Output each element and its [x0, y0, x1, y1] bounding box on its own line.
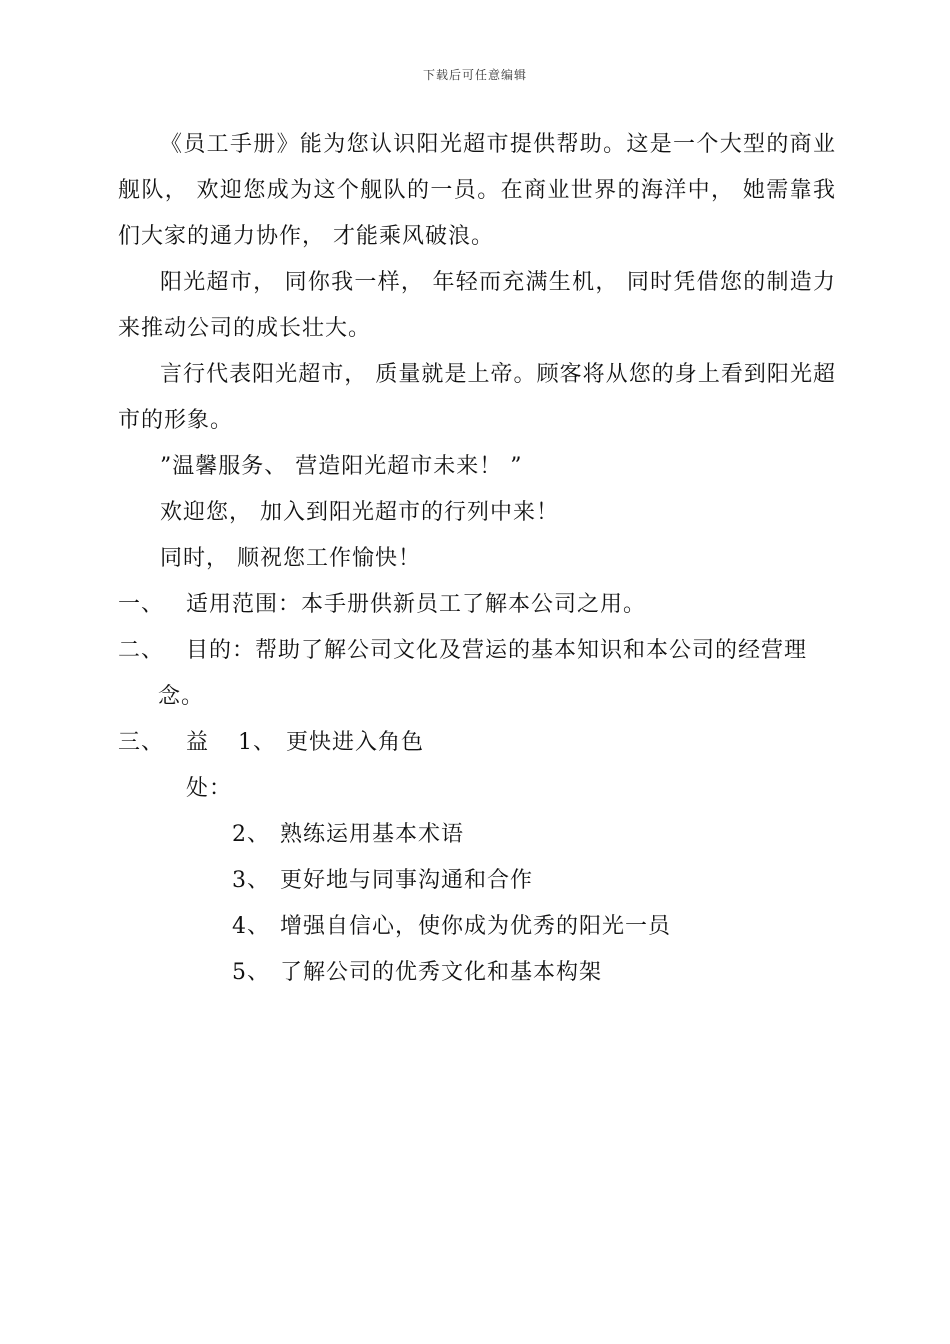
wish-line: 同时， 顺祝您工作愉快！ — [160, 546, 421, 571]
benefit-item — [118, 904, 836, 950]
page-header: 下载后可任意编辑 — [422, 68, 527, 82]
intro-paragraph-1: 《员工手册》能为您认识阳光超市提供帮助。这是一个大型的商业舰队， 欢迎您成为这个舰队的一员。在商业世界的海洋中， 她需靠我们大家的通力协作， 才能乘风破浪。 — [118, 132, 836, 249]
section-benefits — [118, 720, 836, 812]
benefit-text: 更好地与同事沟通和合作 — [280, 868, 534, 893]
section-text: 适用范围：本手册供新员工了解本公司之用。 — [186, 592, 647, 617]
benefit-index: 1、 — [238, 730, 276, 755]
slogan: ”温馨服务、 营造阳光超市未来！ ” — [160, 454, 523, 479]
section-text: 目的：帮助了解公司文化及营运的基本知识和本公司的经营理 — [186, 638, 808, 663]
benefit-text: 熟练运用基本术语 — [280, 822, 465, 847]
benefit-text: 了解公司的优秀文化和基本构架 — [280, 960, 603, 985]
document-body — [118, 122, 836, 996]
benefit-text: 增强自信心，使你成为优秀的阳光一员 — [280, 914, 672, 939]
benefit-item — [118, 950, 836, 996]
benefit-item — [118, 858, 836, 904]
welcome-line: 欢迎您， 加入到阳光超市的行列中来！ — [160, 500, 559, 525]
benefit-text: 更快进入角色 — [286, 730, 425, 755]
section-text-continued: 念。 — [158, 684, 205, 709]
section-purpose — [118, 628, 836, 674]
benefits-label: 益处： — [186, 730, 233, 801]
benefit-index: 3、 — [232, 868, 270, 893]
intro-paragraph-2: 阳光超市， 同你我一样， 年轻而充满生机， 同时凭借您的制造力来推动公司的成长壮大。 — [118, 270, 836, 341]
benefit-index: 5、 — [232, 960, 270, 985]
section-scope — [118, 582, 836, 628]
section-number: 二、 — [118, 638, 165, 663]
benefit-index: 2、 — [232, 822, 270, 847]
section-number: 一、 — [118, 592, 165, 617]
section-number: 三、 — [118, 730, 165, 755]
benefit-item — [118, 812, 836, 858]
intro-paragraph-3: 言行代表阳光超市， 质量就是上帝。顾客将从您的身上看到阳光超市的形象。 — [118, 362, 836, 433]
benefit-index: 4、 — [232, 914, 270, 939]
